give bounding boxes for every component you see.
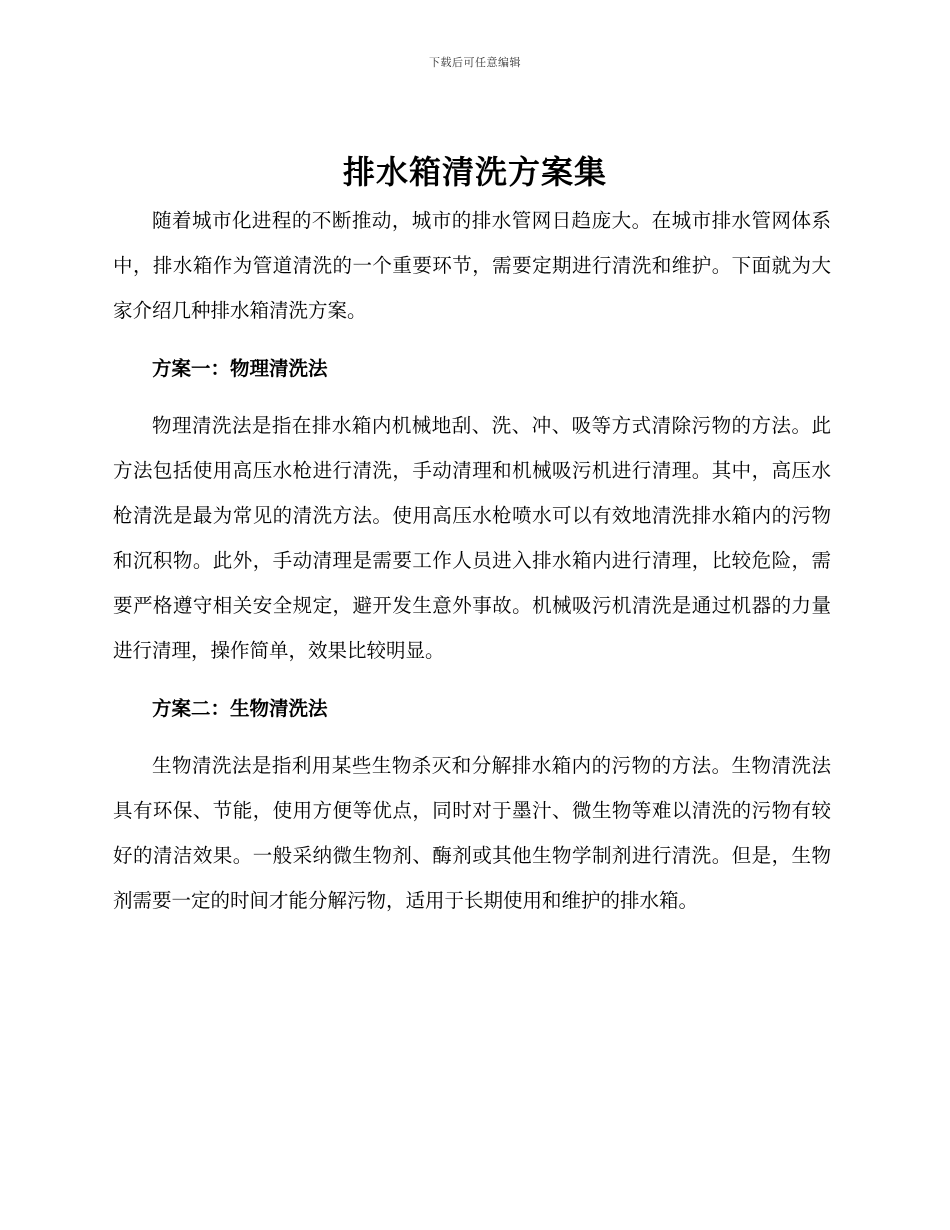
section-2-heading: 方案二：生物清洗法 (152, 697, 328, 720)
section-2-paragraph: 生物清洗法是指利用某些生物杀灭和分解排水箱内的污物的方法。生物清洗法具有环保、节能，使用方便等优点，同时对于墨汁、微生物等难以清洗的污物有较好的清洁效果。一般采纳微生物剂、酶剂或其他生物学制剂进行清洗。但是，生物剂需要一定的时间才能分解污物，适用于长期使用和维护的排水箱。 (113, 754, 831, 912)
intro-block (113, 198, 831, 333)
intro-paragraph: 随着城市化进程的不断推动，城市的排水管网日趋庞大。在城市排水管网体系中，排水箱作为管道清洗的一个重要环节，需要定期进行清洗和维护。下面就为大家介绍几种排水箱清洗方案。 (113, 209, 831, 322)
page-header-note: 下载后可任意编辑 (429, 56, 521, 69)
section-1-paragraph: 物理清洗法是指在排水箱内机械地刮、洗、冲、吸等方式清除污物的方法。此方法包括使用高压水枪进行清洗，手动清理和机械吸污机进行清理。其中，高压水枪清洗是最为常见的清洗方法。使用高压水枪喷水可以有效地清洗排水箱内的污物和沉积物。此外，手动清理是需要工作人员进入排水箱内进行清理，比较危险，需要严格遵守相关安全规定，避开发生意外事故。机械吸污机清洗是通过机器的力量进行清理，操作简单，效果比较明显。 (113, 414, 831, 662)
section-2-body-block (113, 743, 831, 923)
section-1-heading: 方案一：物理清洗法 (152, 357, 328, 380)
section-2 (113, 686, 831, 731)
section-1-body-block (113, 403, 831, 673)
document-title: 排水箱清洗方案集 (342, 153, 607, 191)
section-1 (113, 346, 831, 391)
